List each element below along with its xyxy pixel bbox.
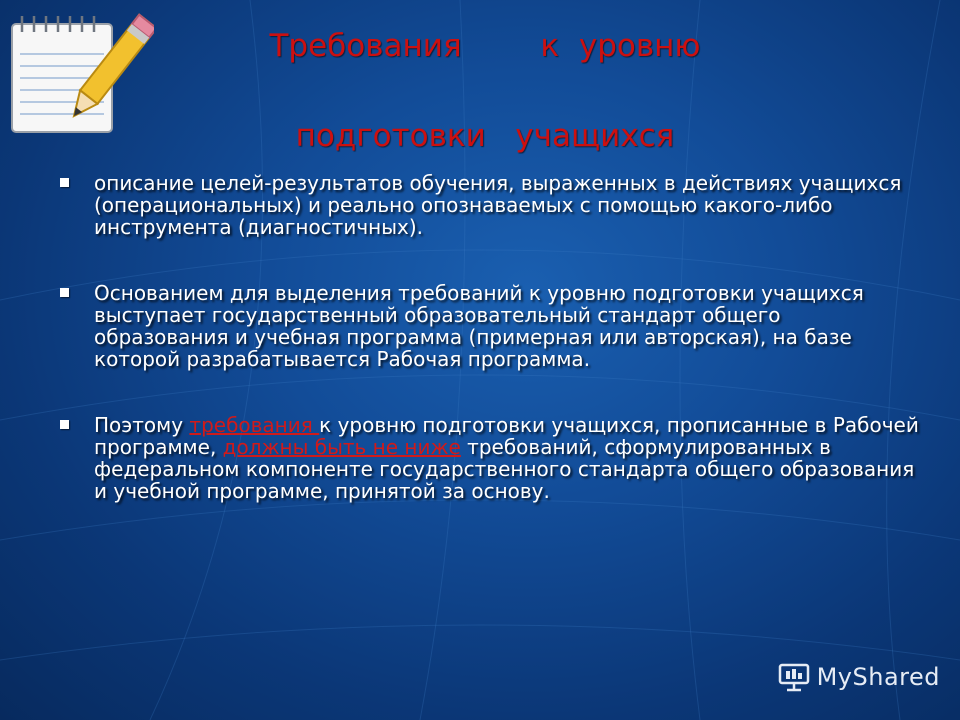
bullet-square-icon [60, 178, 69, 187]
emphasis-link[interactable]: должны быть не ниже [222, 435, 461, 459]
bullet-text: описание целей-результатов обучения, выраженных в действиях учащихся (операциональных) и реально опознаваемых с помощью какого-либо инструмента (диагностичных). [94, 171, 902, 239]
bullet-square-icon [60, 288, 69, 297]
slide-title-line-2: подготовки учащихся [295, 118, 675, 154]
bullet-item-3 [60, 414, 920, 502]
notepad-pencil-icon [4, 6, 154, 136]
bullet-text: к уровню подготовки учащихся, прописанные в Рабочей программе, [94, 413, 919, 459]
bullet-square-icon [60, 420, 69, 429]
bullet-text: требований, сформулированных в федеральном компоненте государственного стандарта общего образования и учебной программе, принятой за основу. [94, 435, 915, 503]
presentation-icon [777, 662, 811, 692]
emphasis-link[interactable]: требования [189, 413, 320, 437]
myshared-watermark[interactable] [777, 662, 940, 692]
slide-title-line-1: Требования к уровню [269, 28, 701, 64]
bullet-text: Основанием для выделения требований к уровню подготовки учащихся выступает государственный образовательный стандарт общего образования и учебная программа (примерная или авторская), на базе которой разрабатывается Рабочая программа. [94, 281, 864, 371]
watermark-text: MyShared [816, 663, 940, 691]
bullet-text: Поэтому [94, 413, 190, 437]
bullet-item-1 [60, 172, 920, 238]
bullet-list [60, 172, 920, 546]
bullet-item-2 [60, 282, 920, 370]
